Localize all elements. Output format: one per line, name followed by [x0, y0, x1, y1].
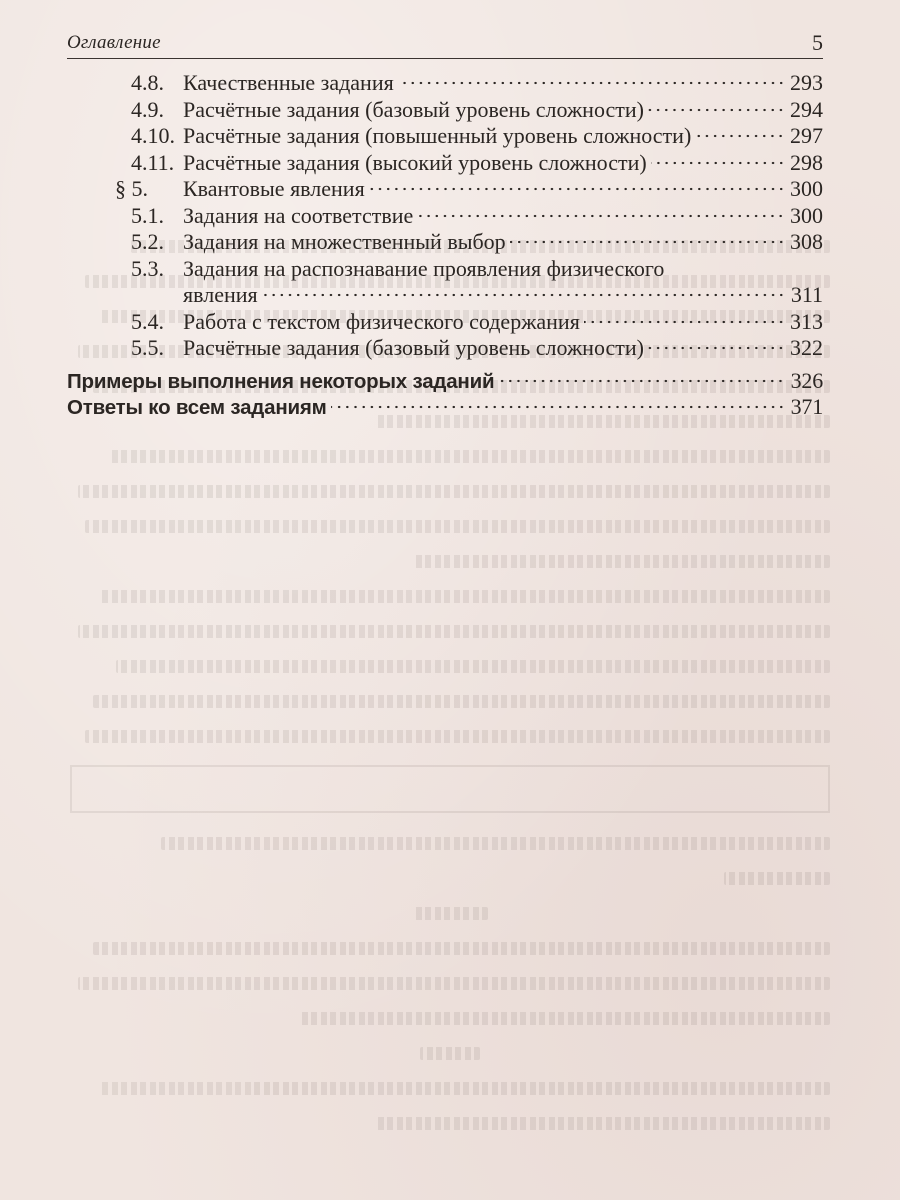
toc-entry-page: 294	[790, 96, 823, 122]
toc-entry-5-3-continuation	[67, 282, 823, 309]
page-number: 5	[812, 30, 823, 55]
toc-entry-label: Работа с текстом физического содержания	[183, 308, 580, 334]
dot-leader	[695, 133, 785, 139]
toc-entry-page: 293	[790, 70, 823, 95]
toc-entry-number: 5.2.	[131, 229, 164, 254]
toc-entry-page: 298	[790, 149, 823, 175]
toc-entry-label: Расчётные задания (высокий уровень сложности)	[183, 149, 647, 175]
toc-chapter-page: 371	[790, 394, 823, 419]
toc-entry-number: 4.11.	[131, 149, 175, 175]
dot-leader	[417, 213, 785, 219]
toc-entry-5-5	[67, 335, 823, 362]
table-of-contents	[67, 70, 823, 421]
toc-section-5	[67, 176, 823, 203]
toc-entry-label: Расчётные задания (базовый уровень сложности)	[183, 96, 644, 122]
toc-section-label: Квантовые явления	[183, 176, 365, 201]
toc-entry-label: Задания на распознавание проявления физического	[183, 255, 665, 281]
toc-entry-4-10	[67, 123, 823, 150]
toc-section-number: § 5.	[115, 176, 148, 201]
dot-leader	[584, 319, 785, 325]
toc-entry-number: 4.10.	[131, 123, 175, 148]
toc-entry-label: Расчётные задания (повышенный уровень сложности)	[183, 123, 692, 148]
toc-chapter-label: Примеры выполнения некоторых заданий	[67, 369, 495, 393]
toc-entry-number: 4.8.	[131, 70, 164, 95]
toc-chapter-examples	[67, 368, 823, 395]
toc-chapter-answers	[67, 394, 823, 421]
dot-leader	[648, 345, 785, 351]
dot-leader	[262, 292, 785, 298]
toc-entry-label: Задания на множественный выбор	[183, 229, 506, 254]
running-header-title: Оглавление	[67, 32, 161, 53]
dot-leader	[510, 239, 785, 245]
dot-leader	[398, 80, 785, 86]
toc-entry-number: 5.3.	[131, 255, 164, 281]
toc-entry-label: Задания на соответствие	[183, 202, 414, 228]
toc-entry-page: 313	[790, 308, 823, 334]
toc-entry-5-2	[67, 229, 823, 256]
toc-entry-page: 308	[790, 229, 823, 254]
toc-entry-label-continuation: явления	[183, 282, 258, 307]
dot-leader	[498, 378, 785, 384]
toc-chapter-label: Ответы ко всем заданиям	[67, 396, 327, 419]
toc-entry-page: 300	[790, 202, 823, 228]
toc-entry-5-3	[67, 256, 823, 283]
toc-entry-page: 297	[790, 123, 823, 148]
toc-chapter-page: 326	[790, 367, 823, 393]
dot-leader	[651, 160, 785, 166]
toc-entry-4-11	[67, 150, 823, 177]
toc-entry-number: 5.1.	[131, 202, 164, 228]
toc-entry-label: Качественные задания	[183, 70, 394, 95]
toc-entry-label: Расчётные задания (базовый уровень сложности)	[183, 335, 644, 360]
toc-entry-number: 5.4.	[131, 308, 164, 334]
toc-entry-5-1	[67, 203, 823, 230]
toc-entry-number: 5.5.	[131, 335, 164, 360]
toc-section-page: 300	[790, 176, 823, 201]
toc-entry-4-9	[67, 97, 823, 124]
toc-entry-4-8	[67, 70, 823, 97]
dot-leader	[331, 404, 785, 410]
toc-entry-5-4	[67, 309, 823, 336]
running-header	[67, 30, 823, 59]
toc-entry-page: 311	[790, 282, 823, 307]
toc-entry-page: 322	[790, 335, 823, 360]
dot-leader	[648, 107, 785, 113]
toc-entry-number: 4.9.	[131, 96, 164, 122]
dot-leader	[369, 186, 785, 192]
